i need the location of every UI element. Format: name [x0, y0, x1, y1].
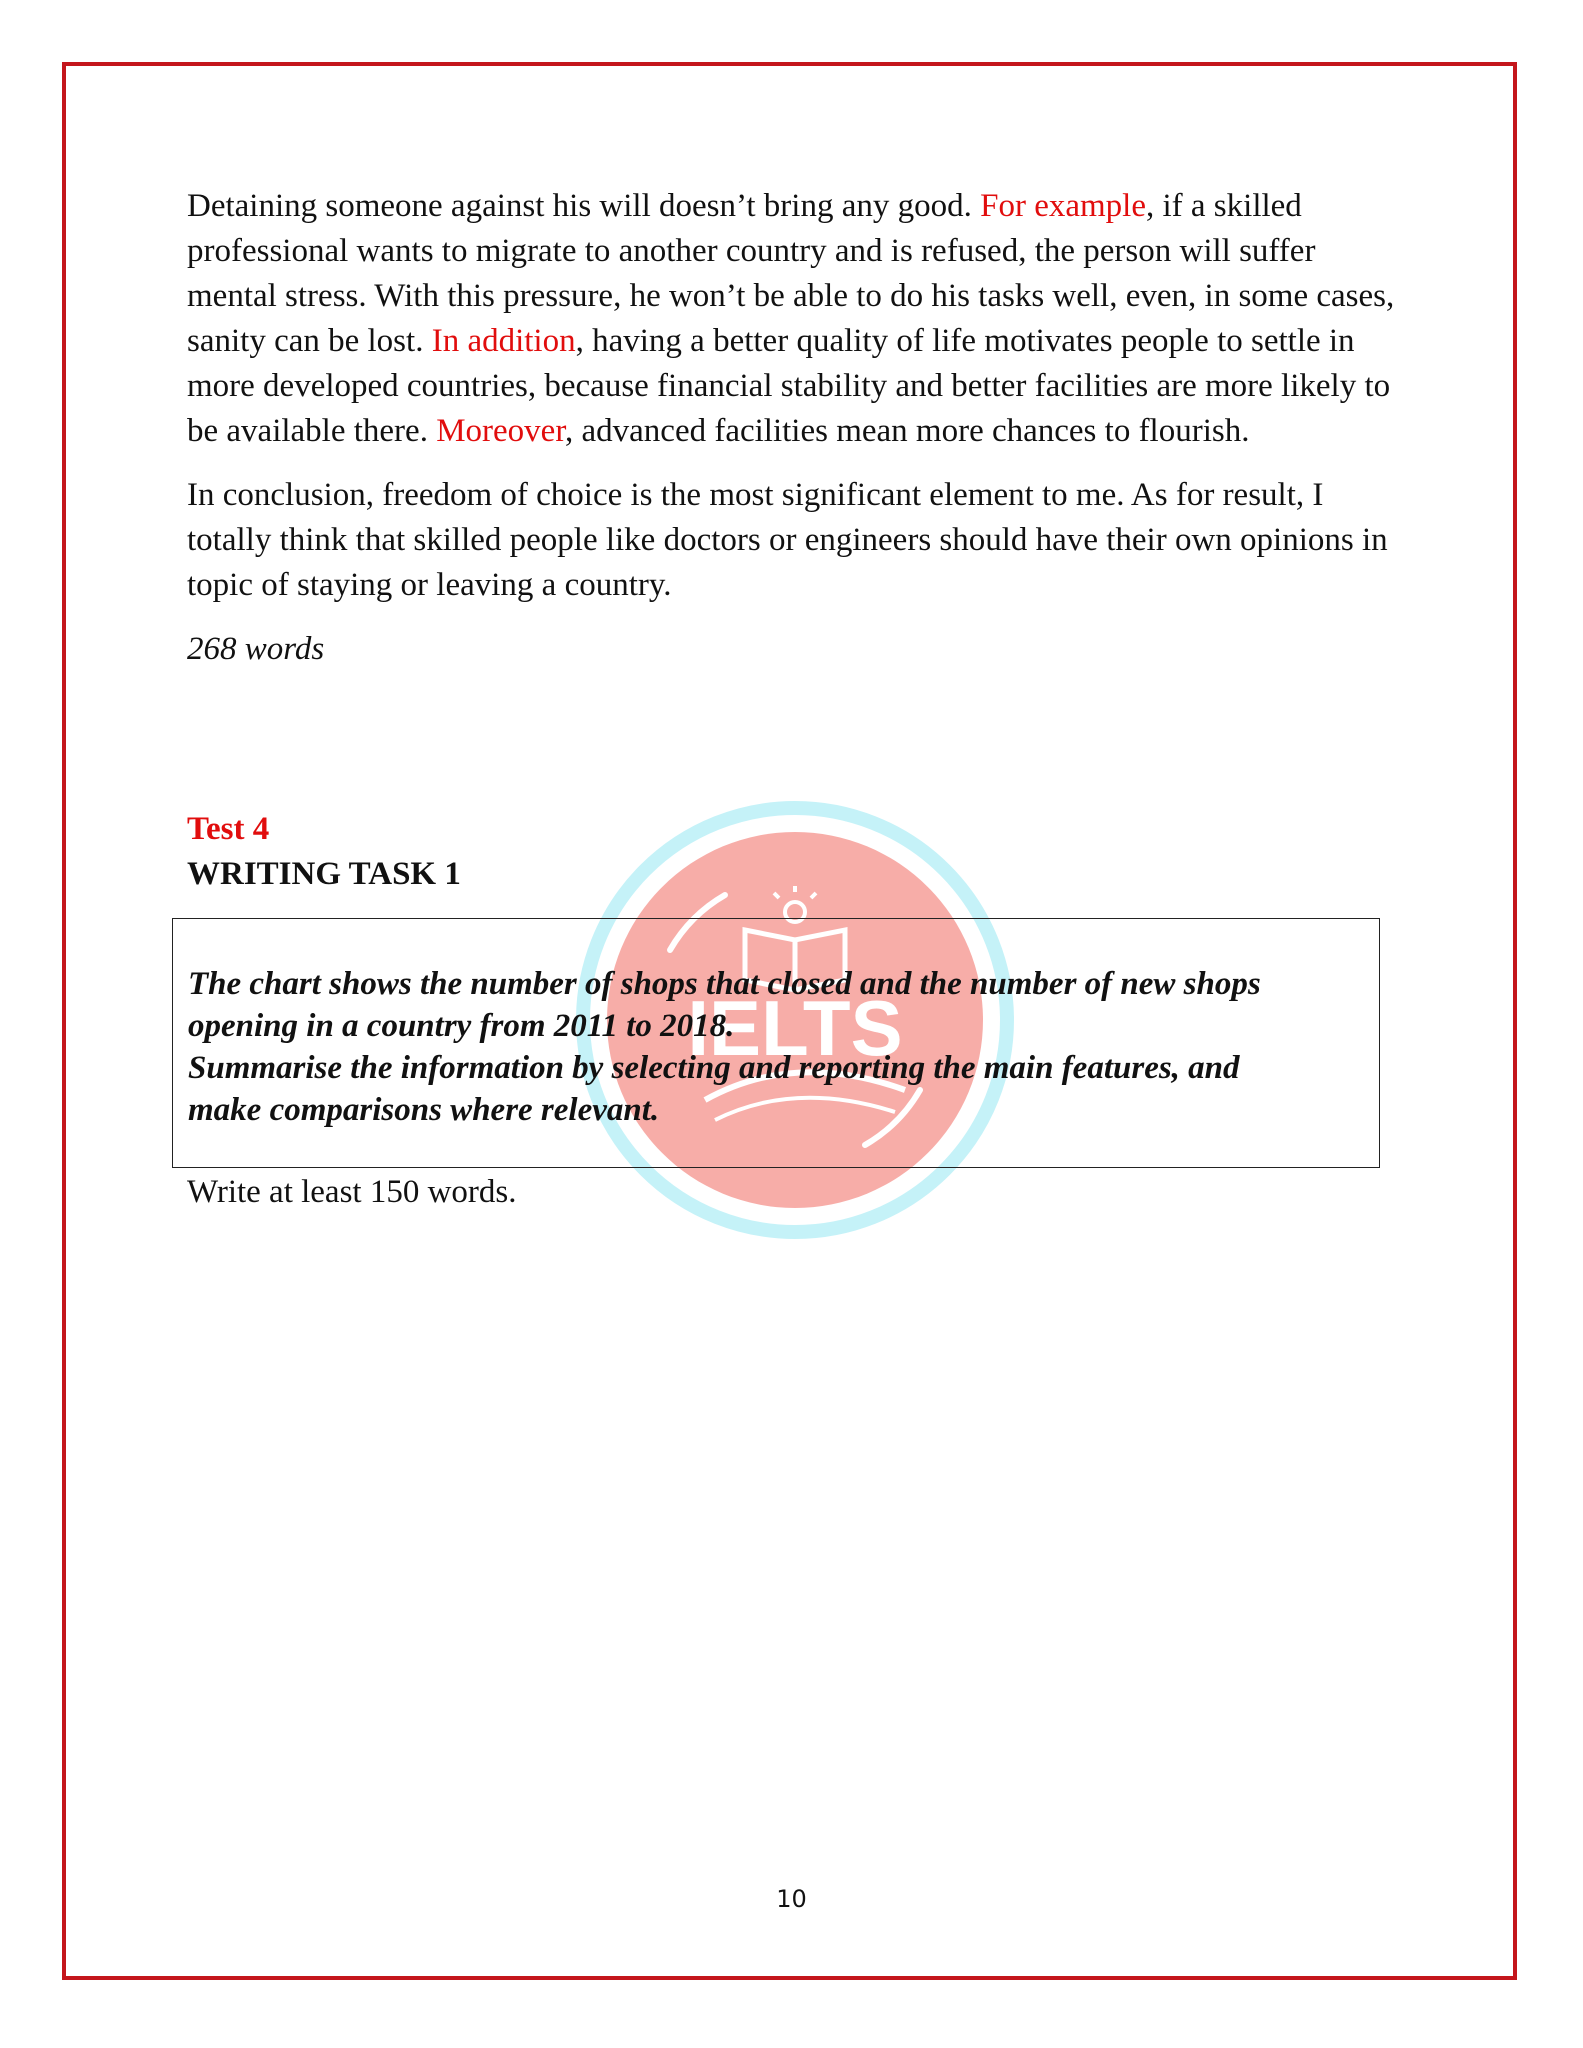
paragraph-text: , having a better quality of life motivates people to settle in more developed countries, because financial stability and better facilities are more likely to be available there.	[187, 323, 1391, 449]
paragraph-text: , advanced facilities mean more chances to flourish.	[565, 413, 1250, 449]
linking-word: In addition	[431, 323, 576, 359]
prompt-line: make comparisons where relevant.	[188, 1092, 660, 1128]
linking-word: Moreover	[436, 413, 565, 449]
section-title: WRITING TASK 1	[187, 856, 461, 892]
paragraph-text: Detaining someone against his will doesn’t bring any good.	[187, 188, 981, 224]
prompt-line: The chart shows the number of shops that closed and the number of new shops	[188, 966, 1261, 1002]
body-paragraph-1	[187, 184, 1402, 454]
conclusion-paragraph: In conclusion, freedom of choice is the most significant element to me. As for result, I totally think that skilled people like doctors or engineers should have their own opinions in topic of staying or leaving a country.	[187, 477, 1388, 603]
paragraph-text: , if a skilled professional wants to migrate to another country and is refused, the person will suffer mental stress. With this pressure, he won’t be able to do his tasks well, even, in some cases, sanity can be lost.	[187, 188, 1395, 359]
essay-content	[187, 184, 1402, 672]
test-title: Test 4	[187, 811, 270, 847]
word-count: 268 words	[187, 631, 325, 667]
page-number: 10	[776, 1885, 807, 1913]
prompt-line: Summarise the information by selecting and reporting the main features, and	[188, 1050, 1240, 1086]
watermark-text: IELTS	[687, 984, 903, 1072]
linking-word: For example	[980, 188, 1146, 224]
task-prompt-box	[172, 918, 1380, 1168]
word-instruction: Write at least 150 words.	[187, 1174, 517, 1210]
prompt-line: opening in a country from 2011 to 2018.	[188, 1008, 735, 1044]
